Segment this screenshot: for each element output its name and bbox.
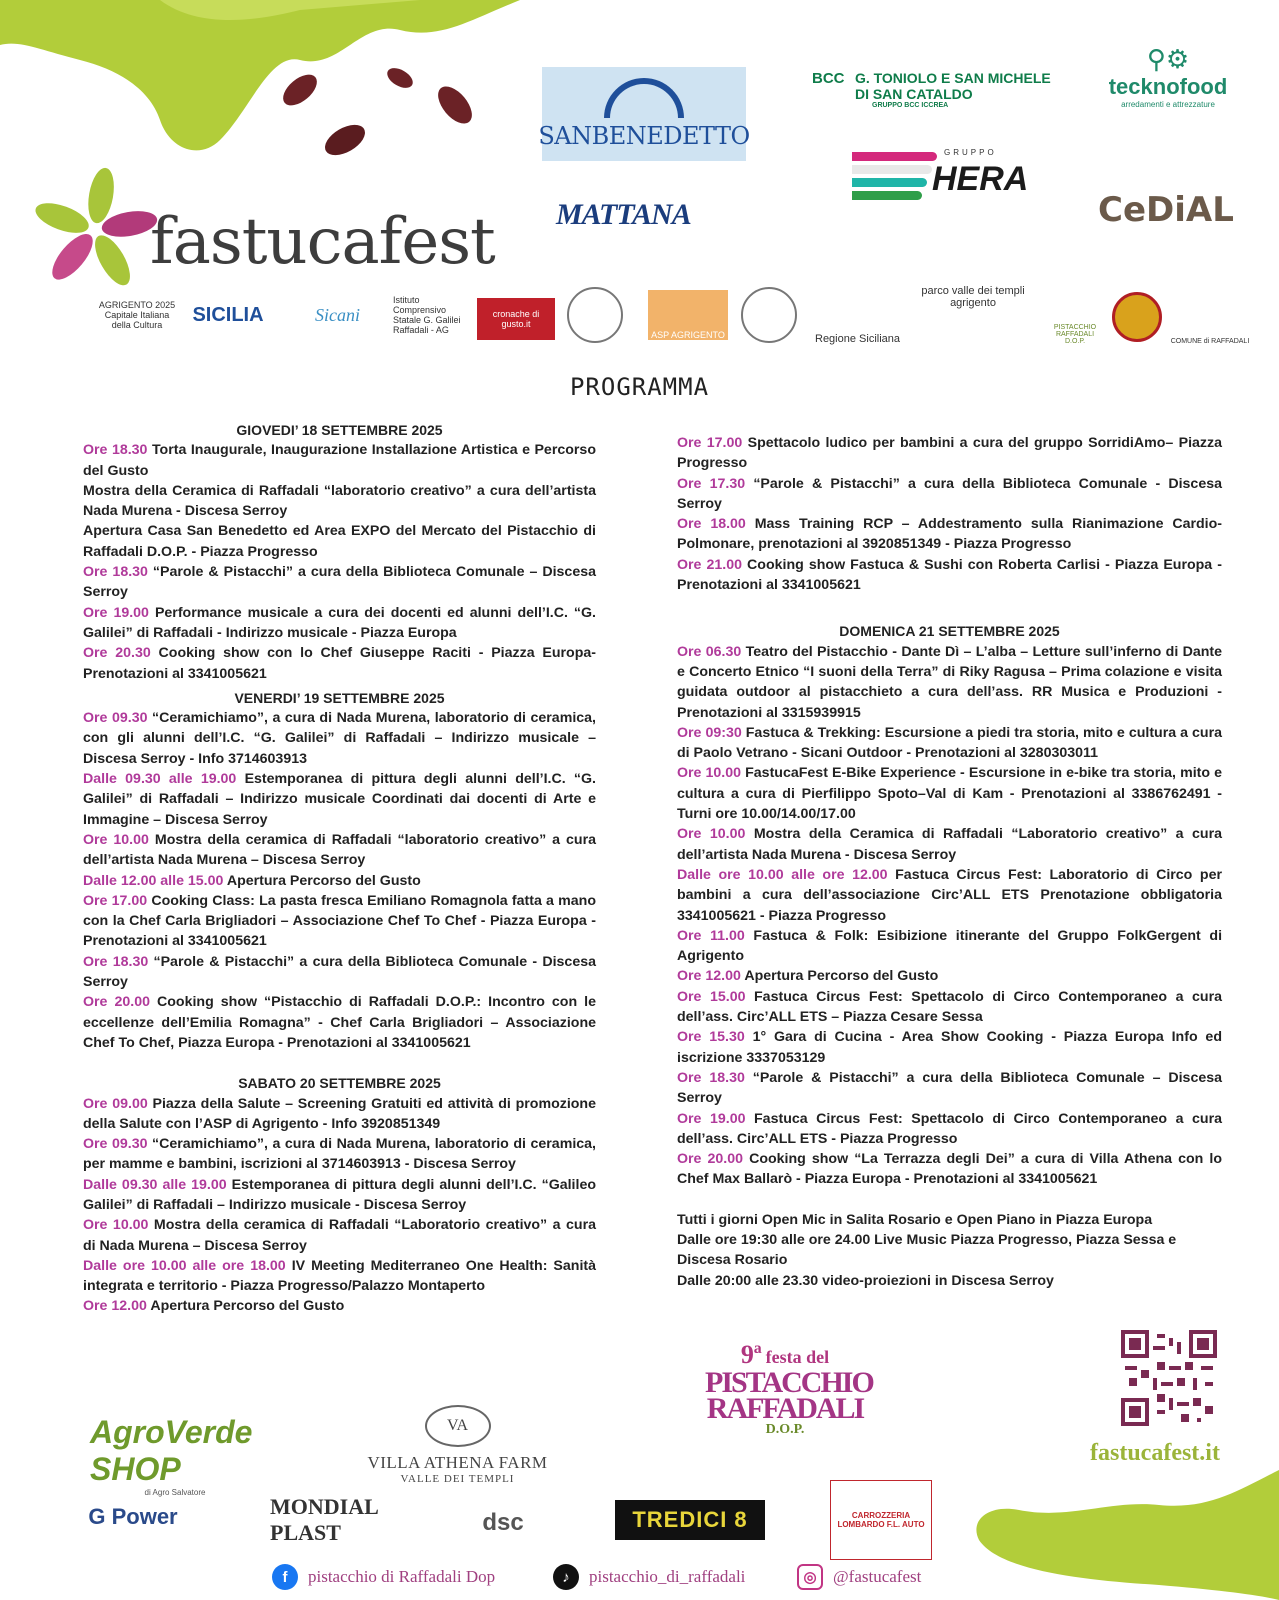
event-text: Apertura Casa San Benedetto ed Area EXPO del Mercato del Pistacchio di Raffadali D.O.P. - Piazza Progresso bbox=[83, 523, 596, 560]
event-text: Cooking show “Pistacchio di Raffadali D.O.P.: Incontro con le eccellenze dell’Emilia Romagna” - Chef Carla Brigliadori – Associazione Chef To Chef, Piazza Europa - Prenotazioni al 3341005621 bbox=[83, 994, 596, 1051]
event-text: Mostra della Ceramica di Raffadali “laboratorio creativo” a cura dell’artista Nada Murena - Discesa Serroy bbox=[83, 482, 596, 520]
tecknofood-logo bbox=[1104, 44, 1232, 109]
event-text: Apertura Percorso del Gusto bbox=[740, 968, 939, 985]
event-text: IV Meeting Mediterraneo One Health: Sanità integrata e territorio - Piazza Progresso/Palazzo Montaperto bbox=[83, 1257, 596, 1295]
event-item bbox=[677, 642, 1222, 723]
event-text: “Parole & Pistacchi” a cura della Biblioteca Comunale - Discesa Serroy bbox=[677, 475, 1222, 512]
event-time: Ore 11.00 bbox=[677, 927, 745, 944]
festa-number: 9ª bbox=[740, 1340, 762, 1369]
hera-text: HERA bbox=[932, 160, 1029, 198]
event-time: Ore 21.00 bbox=[677, 556, 742, 573]
mondial-plast-text: MONDIAL PLAST bbox=[270, 1494, 378, 1545]
event-text: FastucaFest E-Bike Experience - Escursione in e-bike tra storia, mito e cultura a cura di Pierfilippo Spoto–Val di Kam - Prenotazioni al 3386762491 - Turni ore 10.00/14.00/17.00 bbox=[677, 765, 1222, 823]
association-seal-logo bbox=[741, 287, 797, 343]
event-item bbox=[677, 966, 1222, 986]
gruppo-hera-logo bbox=[852, 148, 1029, 208]
villa-athena-text: VILLA ATHENA FARM bbox=[367, 1453, 548, 1472]
event-item bbox=[677, 514, 1222, 555]
event-text: Apertura Percorso del Gusto bbox=[223, 872, 421, 889]
event-text: Cooking show Fastuca & Sushi con Roberta Carlisi - Piazza Europa - Prenotazioni al 3341005621 bbox=[677, 556, 1222, 594]
daily-notes bbox=[677, 1210, 1222, 1291]
friday-events bbox=[83, 708, 596, 1053]
event-item bbox=[83, 440, 596, 481]
saturday-events bbox=[83, 1094, 596, 1317]
carrozzeria-lombardo-logo: CARROZZERIA LOMBARDO F.L. AUTO bbox=[830, 1480, 932, 1560]
event-time: Ore 06.30 bbox=[677, 643, 742, 660]
sicilia-logo: SICILIA bbox=[192, 303, 264, 326]
tiktok-link[interactable] bbox=[553, 1565, 745, 1589]
tecknofood-text: tecknofood bbox=[1108, 74, 1228, 99]
event-item bbox=[83, 871, 596, 891]
event-item bbox=[83, 708, 596, 769]
facebook-link[interactable] bbox=[272, 1565, 495, 1589]
event-time: Ore 15.00 bbox=[677, 988, 746, 1005]
school-seal-logo bbox=[567, 287, 623, 343]
event-text: Fastuca Circus Fest: Spettacolo di Circo Contemporaneo a cura dell’ass. Circ’ALL ETS – Piazza Cesare Sessa bbox=[677, 988, 1222, 1026]
event-time: Ore 18.30 bbox=[83, 953, 149, 970]
event-text: “Ceramichiamo”, a cura di Nada Murena, laboratorio di ceramica, con gli alunni dell’I.C. “G. Galilei” di Raffadali – Indirizzo musicale – Discesa Serroy - Info 3714603913 bbox=[83, 710, 596, 767]
event-item bbox=[83, 643, 596, 684]
event-time: Ore 12.00 bbox=[677, 968, 741, 985]
event-text: Torta Inaugurale, Inaugurazione Installazione Artistica e Percorso del Gusto bbox=[83, 442, 596, 479]
event-item bbox=[677, 865, 1222, 926]
event-text: Estemporanea di pittura degli alunni dell’I.C. “Galileo Galilei” di Raffadali – Indirizzo musicale - Discesa Serroy bbox=[83, 1176, 596, 1213]
event-time: Dalle ore 10.00 alle ore 12.00 bbox=[677, 866, 888, 883]
event-text: Fastuca & Folk: Esibizione itinerante del Gruppo FolkGergent di Agrigento bbox=[677, 927, 1223, 965]
event-time: Ore 20.00 bbox=[677, 1151, 744, 1168]
festa-pistacchio-logo bbox=[705, 1340, 873, 1438]
event-text: Mostra della ceramica di Raffadali “laboratorio creativo” a cura dell’artista Nada Murena – Discesa Serroy bbox=[83, 831, 596, 869]
event-item bbox=[677, 723, 1222, 764]
event-item bbox=[83, 481, 596, 522]
program-title: PROGRAMMA bbox=[569, 373, 710, 401]
pistacchio-dop-logo: PISTACCHIO RAFFADALI D.O.P. bbox=[1053, 324, 1097, 345]
event-time: Ore 19.00 bbox=[83, 604, 149, 621]
facebook-handle: pistacchio di Raffadali Dop bbox=[308, 1567, 496, 1586]
event-time: Ore 09.30 bbox=[83, 1136, 148, 1153]
mattana-logo: MATTANA bbox=[556, 198, 691, 231]
agroverde-logo bbox=[90, 1413, 260, 1497]
day-heading-thursday: GIOVEDI’ 18 SETTEMBRE 2025 bbox=[236, 422, 443, 438]
website-link[interactable]: fastucafest.it bbox=[1090, 1440, 1220, 1466]
villa-monogram-icon: VA bbox=[425, 1405, 491, 1447]
event-item bbox=[677, 474, 1222, 515]
event-text: Teatro del Pistacchio - Dante Dì – L’alba – Letture sull’inferno di Dante e Concerto Etnico “I suoni della Terra” di Riky Ragusa – Prima colazione e visita guidata outdoor al pistacchieto a cura dell’ass. RR Musica e Produzioni - Prenotazioni al 3315939915 bbox=[677, 643, 1222, 721]
event-text: Cooking Class: La pasta fresca Emiliano Romagnola fatta a mano con la Chef Carla Brigliadori – Associazione Chef To Chef - Piazza Europa - Prenotazioni al 3341005621 bbox=[83, 892, 596, 950]
program-right-column bbox=[677, 433, 1222, 1291]
event-time: Ore 18.30 bbox=[83, 442, 148, 459]
fastucafest-logo bbox=[30, 165, 495, 295]
festa-dop-text: D.O.P. bbox=[765, 1422, 805, 1437]
event-item bbox=[83, 1134, 596, 1175]
facebook-icon: f bbox=[272, 1564, 298, 1590]
event-item bbox=[83, 830, 596, 871]
event-item bbox=[677, 824, 1222, 865]
event-item bbox=[677, 555, 1222, 596]
villa-subtitle: VALLE DEI TEMPLI bbox=[400, 1473, 515, 1485]
day-heading-friday: VENERDI’ 19 SETTEMBRE 2025 bbox=[234, 689, 445, 706]
cedial-logo: CeDiAL bbox=[1098, 190, 1234, 230]
event-time: Ore 15.30 bbox=[677, 1029, 745, 1046]
event-time: Ore 12.00 bbox=[83, 1298, 147, 1315]
g-power-text: G Power bbox=[88, 1504, 178, 1529]
note-item: Dalle ore 19:30 alle ore 24.00 Live Music Piazza Progresso, Piazza Sessa e Discesa Rosario bbox=[677, 1231, 1177, 1269]
agroverde-subtitle: di Agro Salvatore bbox=[144, 1487, 206, 1497]
saturday-events-continued bbox=[677, 433, 1222, 595]
day-heading-saturday: SABATO 20 SETTEMBRE 2025 bbox=[238, 1075, 441, 1092]
event-text: Mostra della Ceramica di Raffadali “Laboratorio creativo” a cura dell’artista Nada Murena - Discesa Serroy bbox=[677, 826, 1222, 863]
comune-raffadali-logo: COMUNE di RAFFADALI bbox=[1170, 338, 1250, 345]
event-time: Ore 20.30 bbox=[83, 645, 151, 662]
hera-gruppo-text: GRUPPO bbox=[944, 148, 997, 157]
event-item bbox=[83, 952, 596, 993]
pistachio-splash-bottom-decoration bbox=[959, 1470, 1279, 1600]
qr-code[interactable] bbox=[1121, 1330, 1217, 1426]
sicani-logo: Sicani bbox=[315, 304, 360, 325]
event-time: Dalle ore 10.00 alle ore 18.00 bbox=[83, 1257, 286, 1274]
fastucafest-wordmark: fastucafest bbox=[150, 205, 495, 279]
event-text: Mostra della ceramica di Raffadali “Laboratorio creativo” a cura di Nada Murena – Discesa Serroy bbox=[83, 1217, 596, 1254]
event-item bbox=[83, 1296, 596, 1316]
note-item: Tutti i giorni Open Mic in Salita Rosario e Open Piano in Piazza Europa bbox=[677, 1211, 1153, 1228]
event-text: “Parole & Pistacchi” a cura della Biblioteca Comunale – Discesa Serroy bbox=[83, 564, 596, 601]
istituto-galilei-logo: Istituto Comprensivo Statale G. Galilei Raffadali - AG bbox=[393, 295, 461, 335]
event-time: Ore 10.00 bbox=[677, 765, 742, 782]
bcc-logo bbox=[812, 70, 1082, 109]
event-time: Ore 09.30 bbox=[83, 710, 148, 727]
cutlery-icon: ⚲⚙ bbox=[1146, 44, 1190, 74]
event-item bbox=[83, 992, 596, 1053]
event-text: Piazza della Salute – Screening Gratuiti ed attività di promozione della Salute con l’ASP di Agrigento - Info 3920851349 bbox=[83, 1095, 596, 1132]
event-text: Fastuca Circus Fest: Spettacolo di Circo Contemporaneo a cura dell’ass. Circ’ALL ETS - Piazza Progresso bbox=[677, 1110, 1222, 1147]
program-left-column bbox=[83, 420, 596, 1317]
event-text: Fastuca & Trekking: Escursione a piedi tra storia, mito e cultura a cura di Paolo Vetrano - Sicani Outdoor - Prenotazioni al 3280303011 bbox=[677, 724, 1222, 762]
event-item bbox=[677, 926, 1222, 967]
event-time: Ore 17.00 bbox=[677, 435, 743, 451]
event-text: Fastuca Circus Fest: Laboratorio di Circo per bambini a cura dell’associazione Circ’ALL ETS Prenotazione obbligatoria 3341005621 - Piazza Progresso bbox=[677, 866, 1222, 924]
event-item bbox=[677, 1109, 1222, 1150]
tredici-project-logo: TREDICI 8 bbox=[615, 1500, 765, 1540]
regione-siciliana-logo: Regione Siciliana bbox=[815, 333, 900, 345]
thursday-events bbox=[83, 440, 596, 684]
event-item bbox=[677, 1027, 1222, 1068]
event-item bbox=[677, 1068, 1222, 1109]
festa-text: festa del bbox=[765, 1347, 830, 1367]
instagram-icon: ◎ bbox=[797, 1564, 823, 1590]
event-time: Ore 09:30 bbox=[677, 724, 742, 741]
bcc-subtitle: GRUPPO BCC ICCREA bbox=[872, 102, 949, 109]
event-time: Ore 18.30 bbox=[677, 1069, 745, 1086]
event-item bbox=[83, 891, 596, 952]
event-time: Ore 19.00 bbox=[677, 1110, 746, 1127]
cronache-di-gusto-logo: cronache di gusto.it bbox=[477, 298, 555, 340]
flower-icon bbox=[30, 165, 160, 295]
event-item bbox=[83, 1215, 596, 1256]
event-text: “Ceramichiamo”, a cura di Nada Murena, laboratorio di ceramica, per mamme e bambini, iscrizioni al 3714603913 - Discesa Serroy bbox=[83, 1136, 596, 1173]
event-time: Ore 09.00 bbox=[83, 1095, 148, 1112]
villa-athena-logo bbox=[365, 1405, 550, 1485]
event-item bbox=[677, 987, 1222, 1028]
event-time: Ore 20.00 bbox=[83, 994, 150, 1011]
event-time: Ore 10.00 bbox=[83, 831, 149, 848]
san-benedetto-logo bbox=[538, 67, 750, 161]
event-text: “Parole & Pistacchi” a cura della Biblioteca Comunale - Discesa Serroy bbox=[83, 953, 596, 991]
sunday-events bbox=[677, 642, 1222, 1190]
asp-agrigento-logo: ASP AGRIGENTO bbox=[648, 290, 728, 340]
parco-valle-dei-templi-logo: parco valle dei templi agrigento bbox=[921, 285, 1025, 309]
dop-seal-logo bbox=[1112, 292, 1162, 342]
bcc-name: G. TONIOLO E SAN MICHELE DI SAN CATALDO bbox=[854, 70, 1051, 102]
tiktok-handle: pistacchio_di_raffadali bbox=[589, 1567, 746, 1586]
g-power-logo bbox=[58, 1497, 208, 1537]
instagram-handle: @fastucafest bbox=[833, 1567, 922, 1586]
event-time: Ore 17.00 bbox=[83, 892, 148, 909]
event-time: Ore 18.00 bbox=[677, 516, 746, 533]
dsc-logo: dsc bbox=[482, 1509, 524, 1536]
tecknofood-subtitle: arredamenti e attrezzature bbox=[1121, 100, 1215, 109]
instagram-link[interactable] bbox=[797, 1565, 921, 1589]
event-text: Cooking show “La Terrazza degli Dei” a cura di Villa Athena con lo Chef Max Ballarò - Piazza Europa - Prenotazioni al 3341005621 bbox=[677, 1151, 1222, 1188]
event-time: Ore 10.00 bbox=[83, 1217, 149, 1234]
event-time: Ore 10.00 bbox=[677, 826, 746, 843]
agroverde-text: AgroVerde SHOP bbox=[90, 1413, 253, 1487]
event-item bbox=[83, 521, 596, 562]
event-item bbox=[677, 1149, 1222, 1190]
festa-pistacchio-text: PISTACCHIO bbox=[705, 1366, 873, 1399]
tiktok-icon: ♪ bbox=[553, 1564, 579, 1590]
event-text: Mass Training RCP – Addestramento sulla Rianimazione Cardio-Polmonare, prenotazioni al 3920851349 - Piazza Progresso bbox=[677, 516, 1222, 553]
event-item bbox=[83, 1256, 596, 1297]
event-time: Ore 18.30 bbox=[83, 564, 148, 581]
day-heading-sunday: DOMENICA 21 SETTEMBRE 2025 bbox=[839, 623, 1060, 640]
event-time: Dalle 09.30 alle 19.00 bbox=[83, 771, 237, 788]
event-text: Spettacolo ludico per bambini a cura del gruppo SorridiAmo– Piazza Progresso bbox=[677, 435, 1222, 472]
event-item bbox=[83, 562, 596, 603]
event-text: Apertura Percorso del Gusto bbox=[146, 1298, 345, 1315]
event-text: Estemporanea di pittura degli alunni dell’I.C. “G. Galilei” di Raffadali – Indirizzo musicale Coordinati dai docenti di Arte e Immagine – Discesa Serroy bbox=[83, 771, 596, 828]
san-benedetto-text: SANBENEDETTO bbox=[538, 122, 750, 150]
event-item bbox=[83, 1175, 596, 1216]
bcc-mark: BCC bbox=[812, 70, 845, 87]
event-text: Performance musicale a cura dei docenti ed alunni dell’I.C. “G. Galilei” di Raffadali - Indirizzo musicale - Piazza Europa bbox=[83, 604, 596, 641]
event-item bbox=[83, 769, 596, 830]
festa-raffadali-text: RAFFADALI bbox=[706, 1392, 864, 1425]
event-item bbox=[83, 1094, 596, 1135]
arch-icon bbox=[604, 78, 684, 118]
event-time: Dalle 12.00 alle 15.00 bbox=[83, 872, 224, 889]
event-time: Ore 17.30 bbox=[677, 475, 746, 492]
event-item bbox=[677, 763, 1222, 824]
event-text: Cooking show con lo Chef Giuseppe Raciti - Piazza Europa- Prenotazioni al 3341005621 bbox=[83, 645, 596, 682]
event-text: 1° Gara di Cucina - Area Show Cooking - Piazza Europa Info ed iscrizione 3337053129 bbox=[677, 1029, 1222, 1066]
event-text: “Parole & Pistacchi” a cura della Biblioteca Comunale – Discesa Serroy bbox=[677, 1069, 1222, 1107]
event-item bbox=[677, 433, 1222, 474]
mondial-plast-logo bbox=[270, 1494, 420, 1545]
agrigento-2025-logo: AGRIGENTO 2025 Capitale Italiana della Cultura bbox=[98, 300, 176, 330]
note-item: Dalle 20:00 alle 23.30 video-proiezioni in Discesa Serroy bbox=[677, 1272, 1054, 1289]
event-time: Dalle 09.30 alle 19.00 bbox=[83, 1176, 227, 1193]
event-item bbox=[83, 603, 596, 644]
